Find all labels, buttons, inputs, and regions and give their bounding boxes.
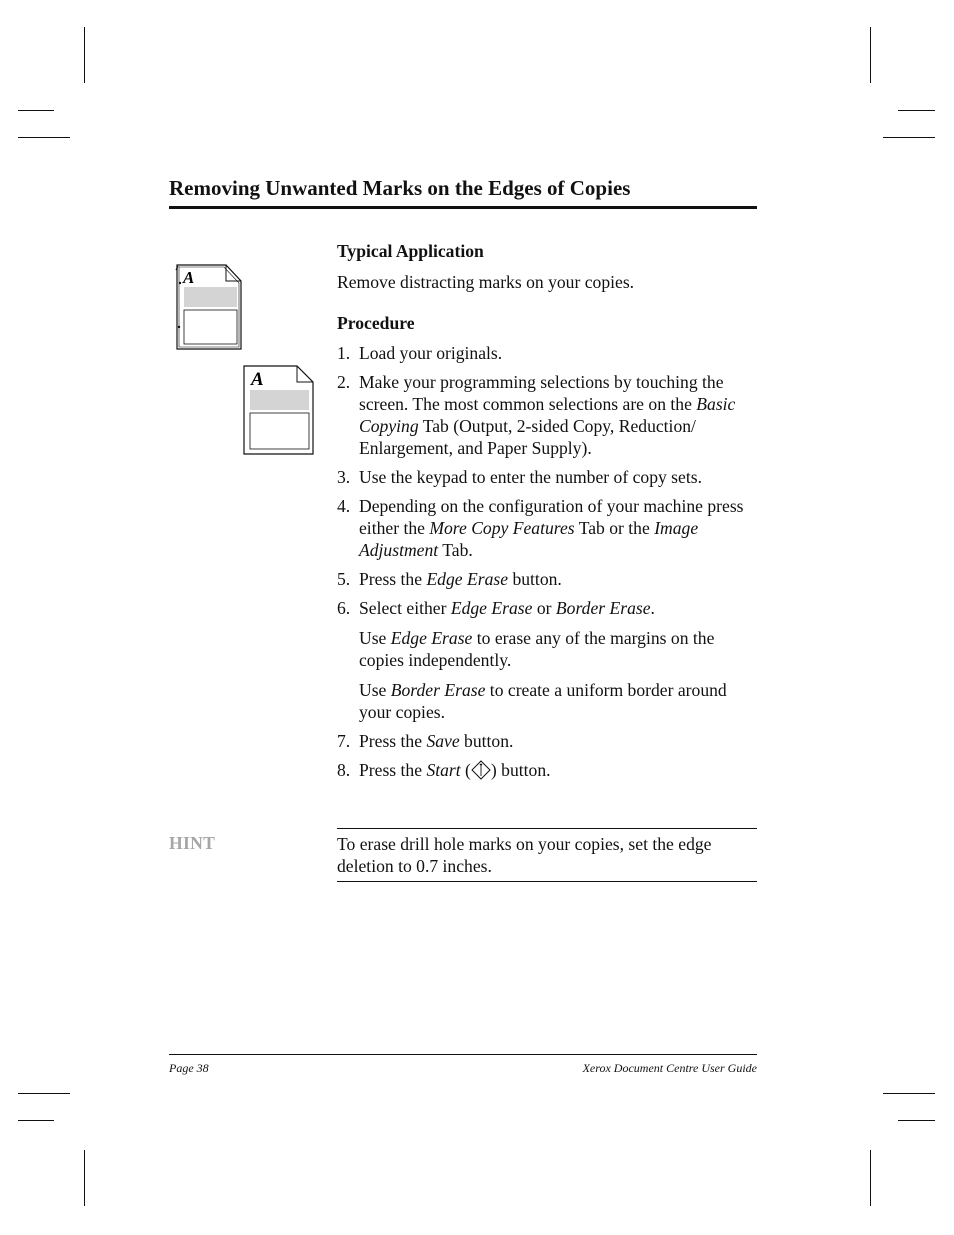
content-column [337,240,762,788]
crop-mark [883,1093,935,1094]
step-6-border-erase-note: Use Border Erase to create a uniform border around your copies. [359,680,727,722]
crop-mark [84,27,85,83]
procedure-steps [337,342,762,781]
guide-title: Xerox Document Centre User Guide [582,1061,757,1075]
crop-mark [18,137,70,138]
crop-mark [898,110,935,111]
crop-mark [883,137,935,138]
crop-mark [84,1150,85,1206]
crop-mark [870,27,871,83]
original-document-illustration [174,262,246,354]
crop-mark [18,110,54,111]
typical-application-text: Remove distracting marks on your copies. [337,272,635,292]
step-6-edge-erase-note: Use Edge Erase to erase any of the margins on the copies independently. [359,628,715,670]
step-6: 6. Select either Edge Erase or Border Erase. Use Edge Erase to erase any of the margins on the copies independently. Use Border Erase to create a uniform border around your copies. [337,597,762,723]
crop-mark [18,1120,54,1121]
copy-document-illustration [241,363,317,459]
hint-label: HINT [169,833,216,853]
step-4: 4. Depending on the configuration of your machine press either the More Copy Features Tab or the Image Adjustment Tab. [337,496,744,560]
page-number: Page 38 [169,1061,209,1075]
step-1: 1. Load your originals. [337,343,503,363]
footer-rule [169,1054,757,1055]
step-3: 3. Use the keypad to enter the number of copy sets. [337,467,702,487]
hint-text: To erase drill hole marks on your copies, set the edge deletion to 0.7 inches. [337,828,757,882]
step-5: 5. Press the Edge Erase button. [337,569,562,589]
section-title: Removing Unwanted Marks on the Edges of Copies [169,174,757,209]
crop-mark [18,1093,70,1094]
crop-mark [898,1120,935,1121]
procedure-heading: Procedure [337,313,415,333]
step-7: 7. Press the Save button. [337,731,514,751]
step-8: 8. Press the Start ( ) button. [337,760,551,780]
crop-mark [870,1150,871,1206]
step-2: 2. Make your programming selections by touching the screen. The most common selections are on the Basic Copying Tab (Output, 2-sided Copy, Reduction/ Enlargement, and Paper Supply). [337,372,736,458]
start-icon [471,760,491,780]
copy-letter-mark: A [251,369,264,390]
original-letter-mark: A [183,268,195,287]
typical-application-heading: Typical Application [337,241,484,261]
